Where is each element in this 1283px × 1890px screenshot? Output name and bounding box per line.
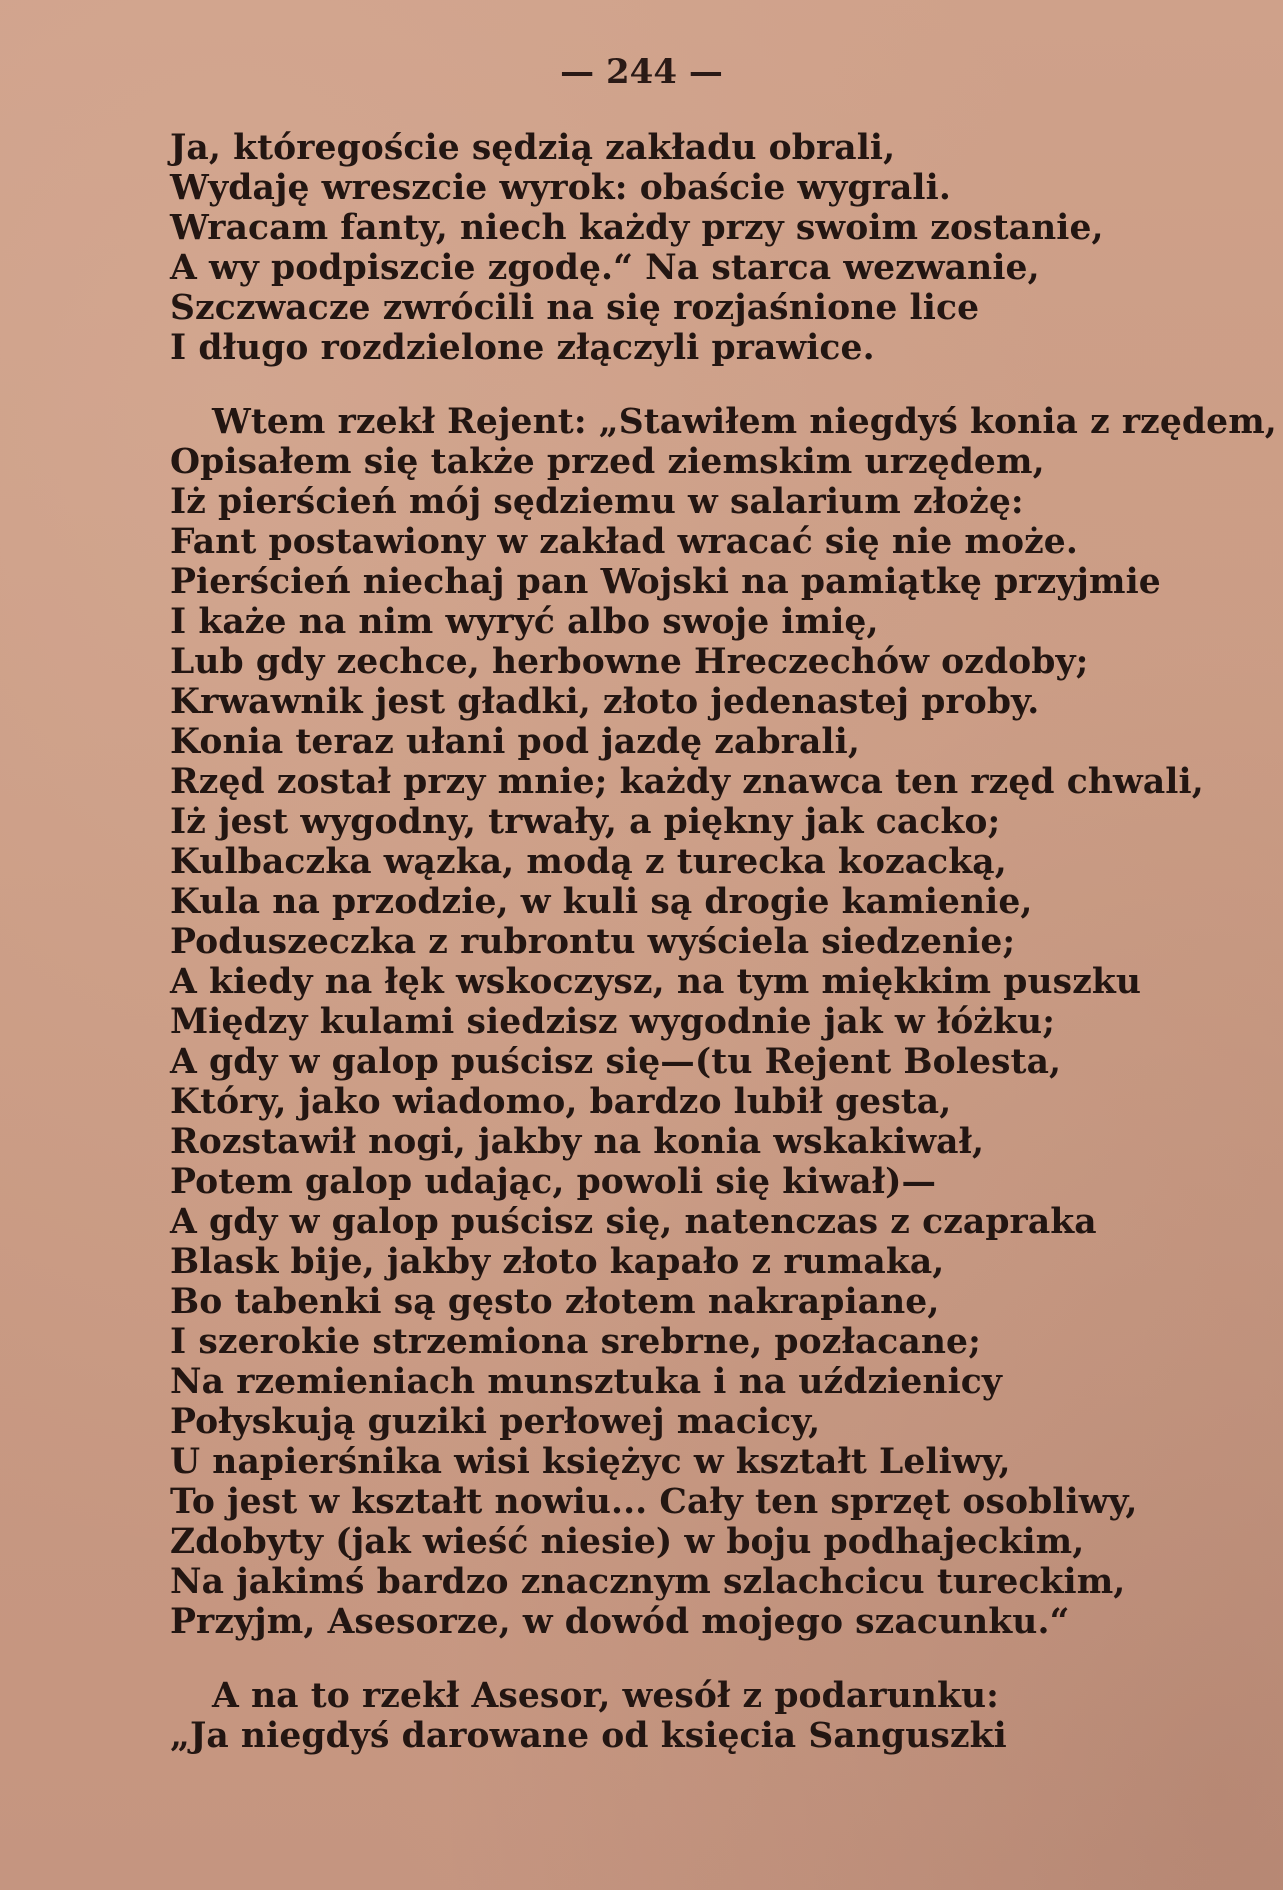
verse-line: A kiedy na łęk wskoczysz, na tym miękkim puszku <box>170 962 1142 1002</box>
verse-line: Konia teraz ułani pod jazdę zabrali, <box>170 722 860 762</box>
verse-line: Przyjm, Asesorze, w dowód mojego szacunku.“ <box>170 1602 1070 1642</box>
verse-line: A wy podpiszcie zgodę.“ Na starca wezwanie, <box>170 248 1040 288</box>
verse-line: „Ja niegdyś darowane od księcia Sanguszki <box>170 1716 1007 1756</box>
verse-line: A gdy w galop puścisz się, natenczas z czapraka <box>170 1202 1097 1242</box>
verse-line: I szerokie strzemiona srebrne, pozłacane; <box>170 1322 981 1362</box>
verse-line: Blask bije, jakby złoto kapało z rumaka, <box>170 1242 945 1282</box>
verse-line: Wydaję wreszcie wyrok: obaście wygrali. <box>170 168 951 208</box>
verse-line: U napierśnika wisi księżyc w kształt Leliwy, <box>170 1442 1011 1482</box>
verse-line: Który, jako wiadomo, bardzo lubił gesta, <box>170 1082 952 1122</box>
verse-line: Potem galop udając, powoli się kiwał)— <box>170 1162 937 1202</box>
verse-line: Wracam fanty, niech każdy przy swoim zostanie, <box>170 208 1104 248</box>
verse-line: Iż pierścień mój sędziemu w salarium złożę: <box>170 482 1024 522</box>
verse-line: Fant postawiony w zakład wracać się nie może. <box>170 522 1078 562</box>
verse-line: Rzęd został przy mnie; każdy znawca ten rzęd chwali, <box>170 762 1204 802</box>
verse-line: Na jakimś bardzo znacznym szlachcicu tureckim, <box>170 1562 1126 1602</box>
stanza-gap <box>170 368 1260 402</box>
stanza-1 <box>170 128 1260 368</box>
verse-line: A gdy w galop puścisz się—(tu Rejent Bolesta, <box>170 1042 1062 1082</box>
verse-line: Zdobyty (jak wieść niesie) w boju podhajeckim, <box>170 1522 1085 1562</box>
verse-line: Szczwacze zwrócili na się rozjaśnione lice <box>170 288 980 328</box>
verse-line: Bo tabenki są gęsto złotem nakrapiane, <box>170 1282 940 1322</box>
page-number: — 244 — <box>560 52 723 92</box>
verse-line: Lub gdy zechce, herbowne Hreczechów ozdoby; <box>170 642 1089 682</box>
verse-line: To jest w kształt nowiu... Cały ten sprzęt osobliwy, <box>170 1482 1138 1522</box>
verse-line: I długo rozdzielone złączyli prawice. <box>170 328 875 368</box>
verse-line: A na to rzekł Asesor, wesół z podarunku: <box>212 1676 1000 1716</box>
stanza-3 <box>170 1676 1260 1756</box>
verse-line: Kulbaczka wązka, modą z turecka kozacką, <box>170 842 1007 882</box>
verse-line: Iż jest wygodny, trwały, a piękny jak cacko; <box>170 802 1001 842</box>
verse-line: Pierścień niechaj pan Wojski na pamiątkę przyjmie <box>170 562 1161 602</box>
verse-line: Wtem rzekł Rejent: „Stawiłem niegdyś konia z rzędem, <box>212 402 1277 442</box>
verse-line: Rozstawił nogi, jakby na konia wskakiwał, <box>170 1122 985 1162</box>
stanza-2 <box>170 402 1277 1642</box>
verse-line: Połyskują guziki perłowej macicy, <box>170 1402 821 1442</box>
stanza-gap <box>170 1642 1260 1676</box>
verse-line: Kula na przodzie, w kuli są drogie kamienie, <box>170 882 1033 922</box>
verse-line: Poduszeczka z rubrontu wyściela siedzenie; <box>170 922 1016 962</box>
verse-line: Krwawnik jest gładki, złoto jedenastej proby. <box>170 682 1040 722</box>
verse-line: Między kulami siedzisz wygodnie jak w łóżku; <box>170 1002 1056 1042</box>
verse-line: Opisałem się także przed ziemskim urzędem, <box>170 442 1045 482</box>
verse-line: Ja, któregoście sędzią zakładu obrali, <box>170 128 896 168</box>
verse-line: I każe na nim wyryć albo swoje imię, <box>170 602 879 642</box>
verse-line: Na rzemieniach munsztuka i na uździenicy <box>170 1362 1003 1402</box>
poem-text <box>170 128 1277 1756</box>
